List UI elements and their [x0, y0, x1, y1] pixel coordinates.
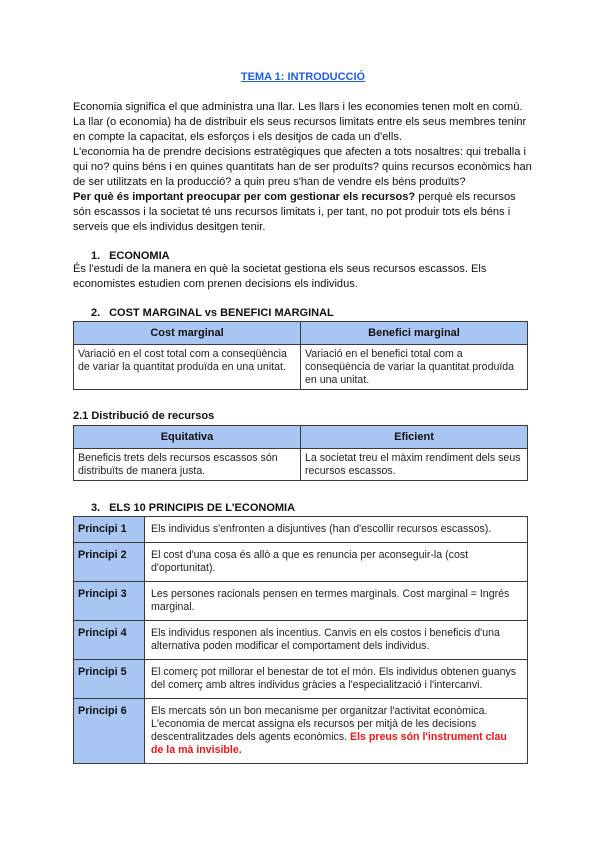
principle-text: Els individus responen als incentius. Canvis en els costos i beneficis d'una alternativa poden modificar el comportament dels individus. [145, 621, 528, 660]
intro-answer: perquè els recursos són escassos i la societat té uns recursos limitats i, per tant, no pot produir tots els béns i serveis que els individus desitgen tenir. [73, 191, 516, 233]
distribution-table-cell-efficient: La societat treu el màxim rendiment dels seus recursos escassos. [301, 449, 528, 481]
intro-question: Per què és important preocupar per com gestionar els recursos? [73, 191, 416, 203]
principles-table [73, 516, 528, 764]
principle-label: Principi 2 [74, 543, 145, 582]
intro-section [73, 100, 533, 235]
principle-label: Principi 6 [74, 699, 145, 764]
distribution-table-header-efficient: Eficient [301, 426, 528, 449]
table-row [74, 621, 528, 660]
page-title: TEMA 1: INTRODUCCIÓ [240, 71, 366, 83]
principle-label: Principi 1 [74, 517, 145, 543]
table-row [74, 517, 528, 543]
distribution-table-cell-equitable: Beneficis trets dels recursos escassos són distribuïts de manera justa. [74, 449, 301, 481]
distribution-table [73, 425, 528, 481]
intro-paragraph-1: Economia significa el que administra una llar. Les llars i les economies tenen molt en comú. La llar (o economia) ha de distribuir els seus recursos limitats entre els seus membres teninr en compte la capacitat, els esforços i els desitjos de cada un d'ells. [73, 101, 527, 143]
intro-paragraph-3 [73, 190, 533, 235]
principle-label: Principi 3 [74, 582, 145, 621]
distribution-table-header-equitable: Equitativa [74, 426, 301, 449]
principle-text: Els individus s'enfronten a disjuntives (han d'escollir recursos escassos). [145, 517, 528, 543]
marginal-table-header-benefit: Benefici marginal [301, 322, 528, 345]
section-2-1-heading: 2.1 Distribució de recursos [73, 410, 215, 422]
table-row [74, 660, 528, 699]
marginal-table-cell-benefit: Variació en el benefici total com a conseqüència de variar la quantitat produïda en una unitat. [301, 345, 528, 390]
marginal-table-header-cost: Cost marginal [74, 322, 301, 345]
principle-text: El cost d'una cosa és allò a que es renuncia per aconseguir-la (cost d'oportunitat). [145, 543, 528, 582]
principle-text: Els mercats són un bon mecanisme per organitzar l'activitat econòmica. L'economia de mercat assigna els recursos per mitjà de les decisions descentralitzades dels agents econòmics. Els preus són l'instrument clau de la mà invisible. [145, 699, 528, 764]
principle-text: Les persones racionals pensen en termes marginals. Cost marginal = Ingrés marginal. [145, 582, 528, 621]
table-row [74, 699, 528, 764]
marginal-table [73, 321, 528, 390]
section-2-heading: 2. COST MARGINAL vs BENEFICI MARGINAL [91, 307, 334, 319]
principle-label: Principi 4 [74, 621, 145, 660]
table-row [74, 543, 528, 582]
section-3-heading: 3. ELS 10 PRINCIPIS DE L'ECONOMIA [91, 502, 296, 514]
intro-paragraph-2: L'economia ha de prendre decisions estratègiques que afecten a tots nosaltres: qui treballa i qui no? quins béns i en quines quantitats han de ser produïts? quins recursos econòmics han de ser utilitzats en la producció? a quin preu s'han de vendre els béns produïts? [73, 146, 532, 188]
marginal-table-cell-cost: Variació en el cost total com a conseqüència de variar la quantitat produïda en una unitat. [74, 345, 301, 390]
section-1-heading: 1. ECONOMIA [91, 250, 170, 262]
principle-label: Principi 5 [74, 660, 145, 699]
section-1-text: És l'estudi de la manera en què la societat gestiona els seus recursos escassos. Els economistes estudien com prenen decisions els individus. [73, 263, 487, 290]
table-row [74, 582, 528, 621]
principle-text: El comerç pot millorar el benestar de tot el món. Els individus obtenen guanys del comerç amb altres individus gràcies a l'especialització i l'intercanvi. [145, 660, 528, 699]
principle-highlight: Els preus són l'instrument clau de la mà invisible. [151, 731, 507, 756]
